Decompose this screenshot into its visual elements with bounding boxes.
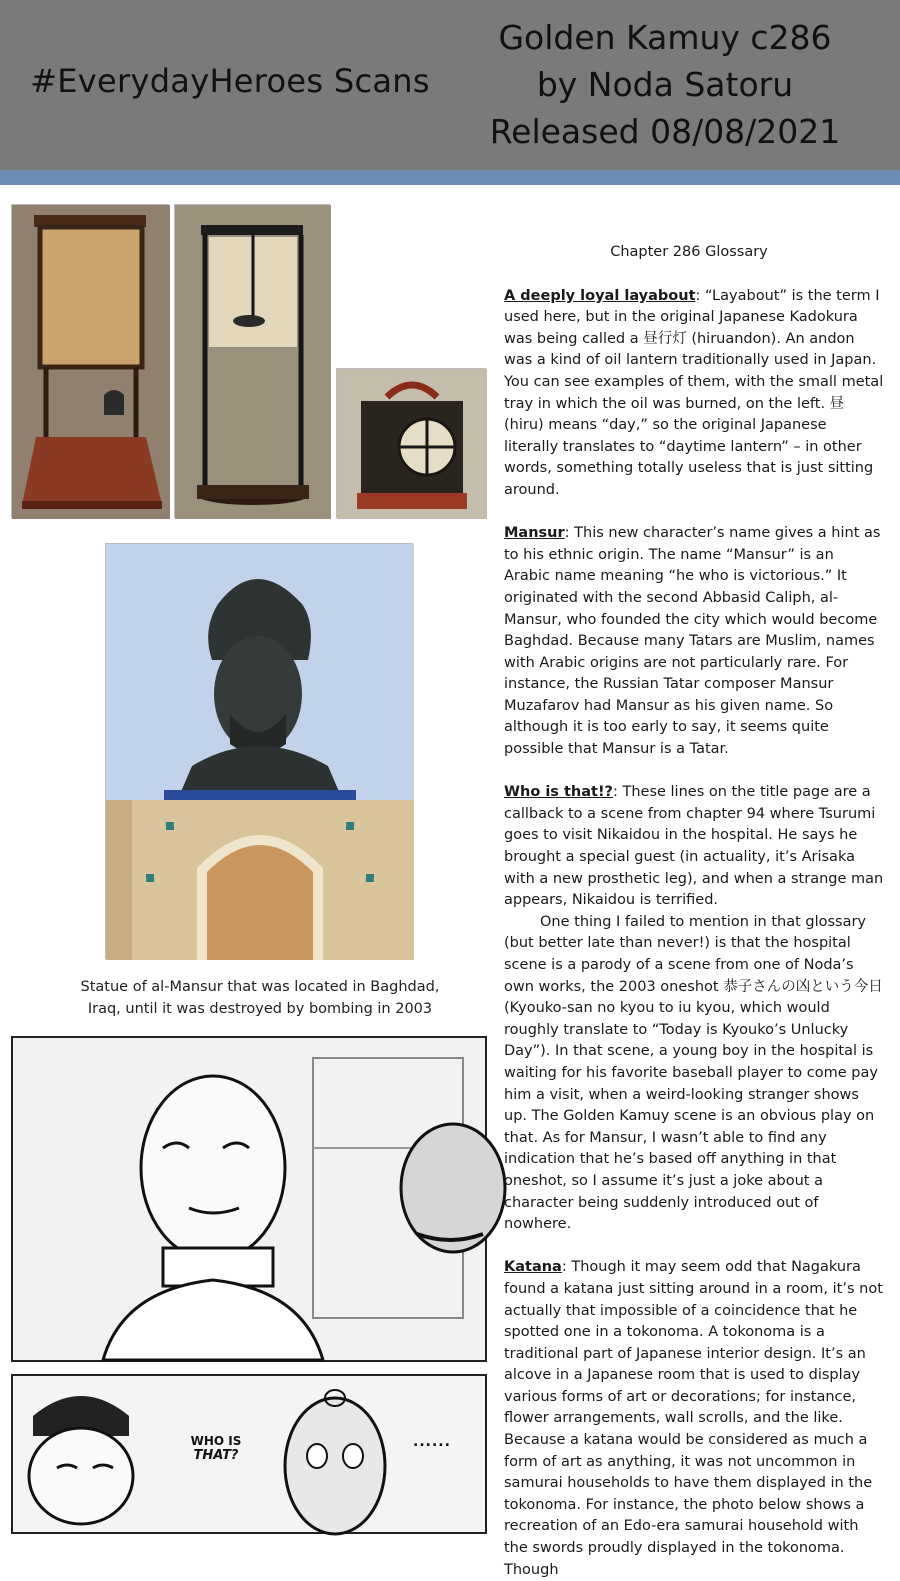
- statue-caption: Statue of al-Mansur that was located in Baghdad, Iraq, until it was destroyed by bombing in 2003: [80, 979, 440, 1017]
- speech-bubble-dots: ......: [413, 1434, 451, 1450]
- glossary-term: Katana: [504, 1259, 562, 1276]
- release-date: Released 08/08/2021: [489, 112, 841, 151]
- speech-line-2: THAT?: [193, 1448, 239, 1463]
- scan-group-name: #EverydayHeroes Scans: [30, 62, 430, 100]
- andon-lantern-photo-box: [336, 368, 486, 518]
- glossary-entry-mansur: [504, 523, 884, 761]
- glossary-entry-katana: [504, 1257, 884, 1581]
- glossary-text: : Though it may seem odd that Nagakura found a katana just sitting around in a room, it’s not actually that impossible of a coincidence that he spotted one in a tokonoma. A tokonoma is a traditional part of Japanese interior design. It’s an alcove in a Japanese room that is used to display various forms of art or decorations; for instance, flower arrangements, wall scrolls, and the like. Because a katana would be considered as much a form of art as anything, it was not uncommon in samurai households to have them displayed in the tokonoma. For instance, the photo below shows a recreation of an Edo-era samurai household with the swords proudly displayed in the tokonoma. Though: [504, 1259, 883, 1578]
- header-stripe: [0, 170, 900, 185]
- glossary-term: Who is that!?: [504, 784, 613, 801]
- andon-lantern-photo-tall: [11, 204, 169, 518]
- glossary-entry-who-is-that-continued: [504, 912, 884, 1236]
- andon-lantern-photo-frame: [174, 204, 330, 518]
- release-info: [470, 14, 860, 155]
- glossary-text: One thing I failed to mention in that glossary (but better late than never!) is that the hospital scene is a parody of a scene from one of Noda’s own works, the 2003 oneshot 恭子さんの凶という今日 (Kyouko-san no kyou to iu kyou, which would roughly translate to “Today is Kyouko’s Unlucky Day”). In that scene, a young boy in the hospital is waiting for his favorite baseball player to come pay him a visit, when a weird-looking stranger shows up. The Golden Kamuy scene is an obvious play on that. As for Mansur, I wasn’t able to find any indication that he’s based off anything in that oneshot, so I assume it’s just a joke about a character being suddenly introduced out of nowhere.: [504, 913, 883, 1233]
- chapter-title: Golden Kamuy c286: [498, 18, 832, 57]
- speech-bubble-who-is-that: [181, 1434, 251, 1463]
- author-credit: by Noda Satoru: [536, 65, 794, 104]
- glossary-text: : “Layabout” is the term I used here, but in the original Japanese Kadokura was being called a 昼行灯 (hiruandon). An andon was a kind of oil lantern traditionally used in Japan. You can see examples of them, with the small metal tray in which the oil was burned, on the left. 昼 (hiru) means “day,” so the original Japanese literally translates to “daytime lantern” – in other words, something totally useless that is just sitting around.: [504, 287, 884, 498]
- manga-panel-hospital: [11, 1036, 487, 1362]
- glossary-text: : These lines on the title page are a callback to a scene from chapter 94 where Tsurumi goes to visit Nikaidou in the hospital. He says he brought a special guest (in actuality, it’s Arisaka with a new prosthetic leg), and when a strange man appears, Nikaidou is terrified.: [504, 784, 884, 909]
- glossary-column: [504, 242, 884, 1581]
- glossary-term: A deeply loyal layabout: [504, 287, 696, 304]
- glossary-text: : This new character’s name gives a hint as to his ethnic origin. The name “Mansur” is an Arabic name meaning “he who is victorious.” It originated with the second Abbasid Caliph, al-Mansur, who founded the city which would become Baghdad. Because many Tatars are Muslim, names with Arabic origins are not particularly rare. For instance, the Russian Tatar composer Mansur Muzafarov had Mansur as his given name. So although it is too early to say, it seems quite possible that Mansur is a Tatar.: [504, 525, 881, 758]
- speech-line-1: WHO IS: [190, 1434, 242, 1448]
- manga-panel-who-is-that: [11, 1374, 487, 1534]
- glossary-entry-layabout: [504, 286, 884, 502]
- glossary-title: Chapter 286 Glossary: [610, 244, 768, 260]
- al-mansur-statue-photo: [105, 543, 413, 959]
- glossary-entry-who-is-that: [504, 782, 884, 912]
- glossary-term: Mansur: [504, 525, 565, 542]
